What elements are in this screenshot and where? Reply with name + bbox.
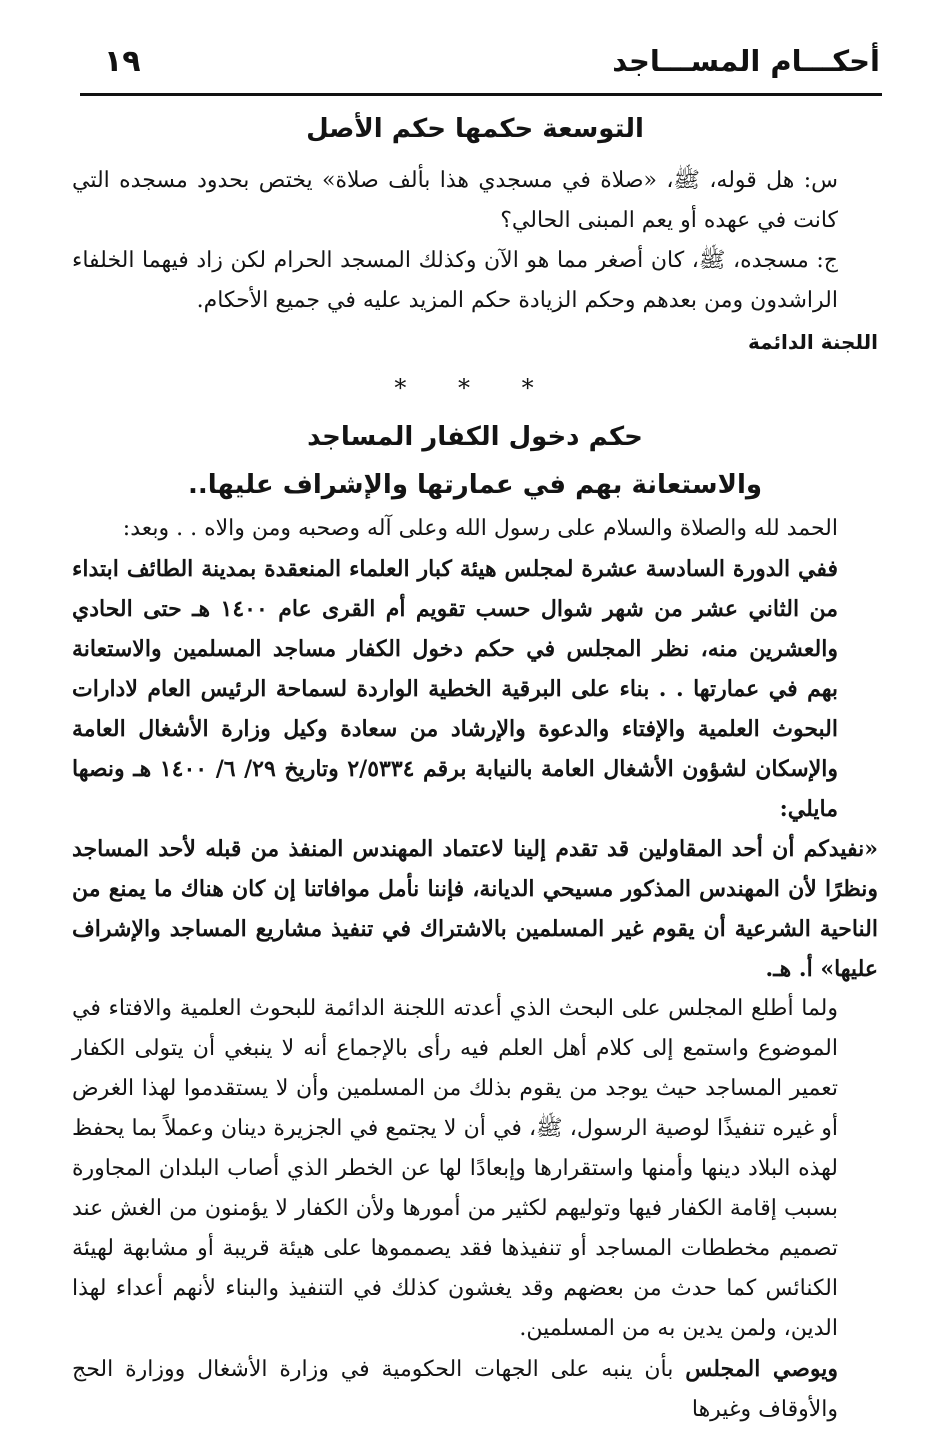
signature: اللجنة الدائمة xyxy=(747,330,878,354)
quote-paragraph: «نفيدكم أن أحد المقاولين قد تقدم إلينا لاعتماد المهندس المنفذ من قبله لأحد المساجد ونظرًا لأن المهندس المذكور مسيحي الديانة، فإننا نأمل موافاتنا إن كان هناك ما يمنع من الناحية الشرعية أن يقوم غير المسلمين بالاشتراك في تنفيذ مشاريع المساجد والإشراف عليها» أ. هـ. xyxy=(72,836,878,982)
answer-paragraph: ج: مسجده، ﷺ، كان أصغر مما هو الآن وكذلك المسجد الحرام لكن زاد فيهما الخلفاء الراشدون ومن بعدهم وحكم الزيادة حكم المزيد عليه في جميع الأحكام. xyxy=(72,248,838,313)
recommendation-text: بأن ينبه على الجهات الحكومية في وزارة الأشغال ووزارة الحج والأوقاف وغيرها xyxy=(72,1357,838,1422)
header-rule xyxy=(80,93,882,96)
section-heading-line1: حكم دخول الكفار المساجد xyxy=(307,422,643,452)
body-paragraph-3 xyxy=(72,1349,878,1430)
running-title: أحكـــام المســـاجد xyxy=(612,44,880,78)
body-paragraph-1: ففي الدورة السادسة عشرة لمجلس هيئة كبار العلماء المنعقدة بمدينة الطائف ابتداء من الثاني عشر من شهر شوال حسب تقويم أم القرى عام ١٤٠٠ هـ حتى الحادي والعشرين منه، نظر المجلس في حكم دخول الكفار مساجد المسلمين والاستعانة بهم في عمارتها . . بناء على البرقية الخطية الواردة لسماحة الرئيس العام لادارات البحوث العلمية والإفتاء والدعوة والإرشاد من سعادة وكيل وزارة الأشغال العامة والإسكان لشؤون الأشغال العامة بالنيابة برقم ٢/٥٣٣٤ وتاريخ ٢٩/ ٦/ ١٤٠٠ هـ ونصها مايلي: xyxy=(72,556,839,822)
page-body xyxy=(72,105,878,1430)
recommendation-lead: ويوصي المجلس xyxy=(685,1356,839,1382)
question-paragraph: س: هل قوله، ﷺ، «صلاة في مسجدي هذا بألف صلاة» يختص بحدود مسجده التي كانت في عهده أو يعم المبنى الحالي؟ xyxy=(72,168,838,233)
section-heading-line2: والاستعانة بهم في عمارتها والإشراف عليها.. xyxy=(187,470,763,500)
section-separator: * * * xyxy=(394,374,556,402)
body-paragraph-2: ولما أطلع المجلس على البحث الذي أعدته اللجنة الدائمة للبحوث العلمية والافتاء في الموضوع واستمع إلى كلام أهل العلم فيه رأى بالإجماع أنه لا ينبغي أن يتولى الكفار تعمير المساجد حيث يوجد من يقوم بذلك من المسلمين وأن لا يستقدموا لهذا الغرض أو غيره تنفيذًا لوصية الرسول، ﷺ، في أن لا يجتمع في الجزيرة دينان وعملاً بما يحفظ لهذه البلاد دينها وأمنها واستقرارها وإبعادًا لها عن الخطر الذي أصاب البلدان المجاورة بسبب إقامة الكفار فيها وتوليهم لكثير من أمورها ولأن الكفار لا يؤمنون من الغش عند تصميم مخططات المساجد أو تنفيذها فقد يصمموها على هيئة قريبة أو مشابهة لهيئة الكنائس كما حدث من بعضهم وقد يغشون كذلك في التنفيذ والبناء لأنهم أعداء لهذا الدين، ولمن يدين به من المسلمين. xyxy=(72,996,838,1341)
page-number: ١٩ xyxy=(104,44,141,79)
section-heading: التوسعة حكمها حكم الأصل xyxy=(306,114,644,144)
opening-paragraph: الحمد لله والصلاة والسلام على رسول الله وعلى آله وصحبه ومن والاه . . وبعد: xyxy=(122,516,838,541)
